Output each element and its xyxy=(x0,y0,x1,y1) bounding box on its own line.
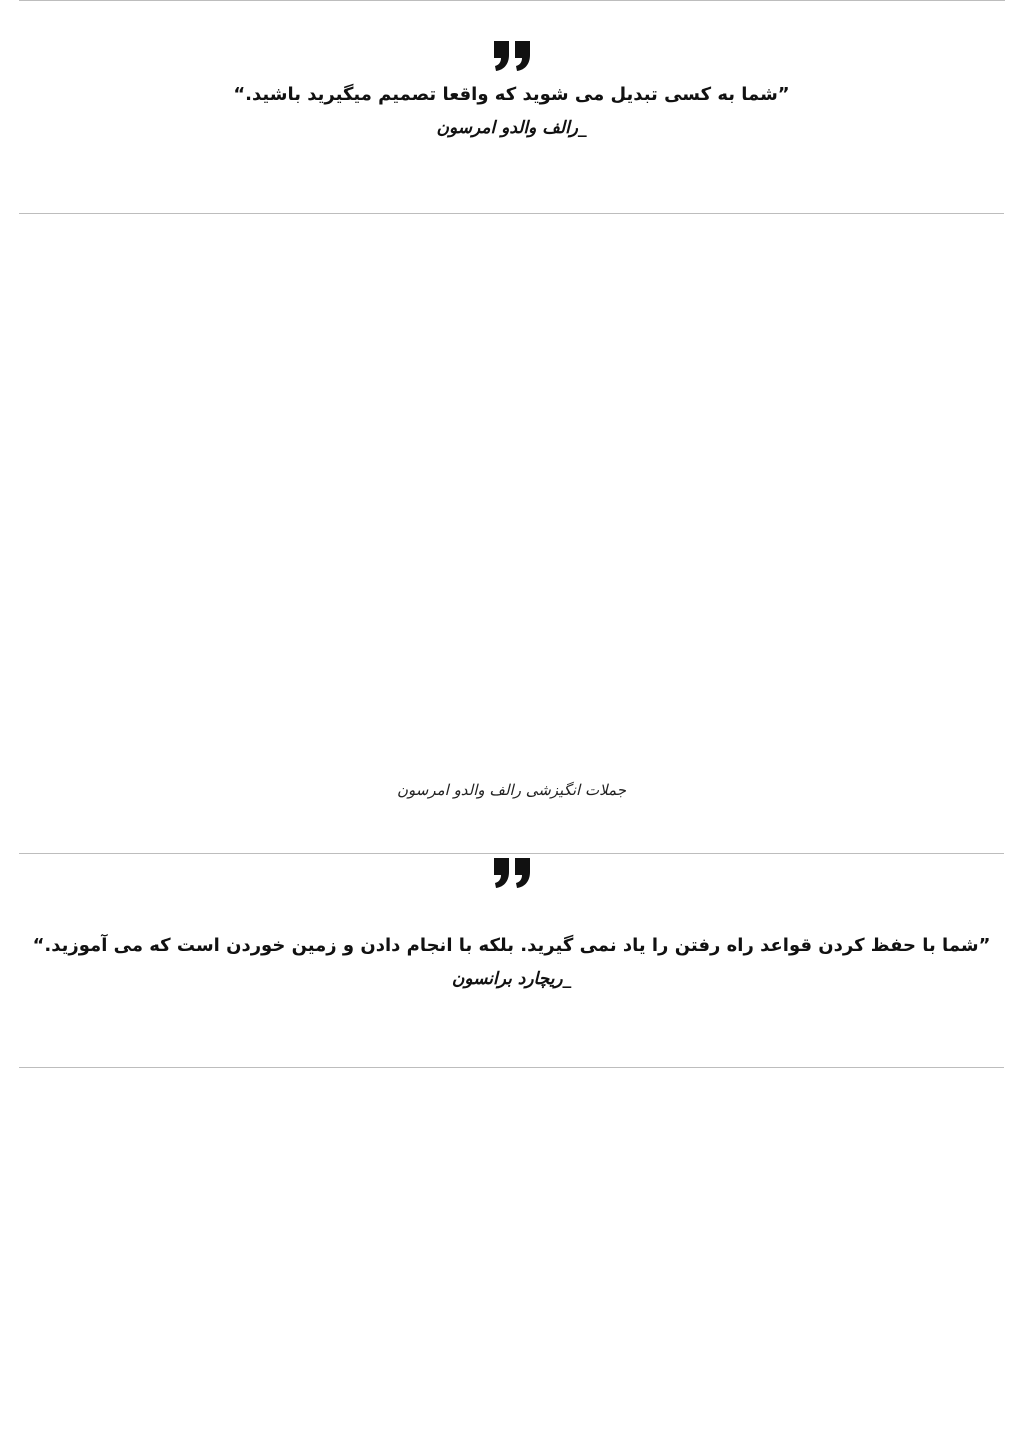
quote-text: ”شما به کسی تبدیل می شوید که واقعا تصمیم میگیرید باشید.“ xyxy=(233,84,790,105)
image-caption: جملات انگیزشی رالف والدو امرسون xyxy=(396,781,626,799)
quote-block-1 xyxy=(19,40,1004,140)
divider-top xyxy=(19,0,1005,1)
quote-text: ”شما با حفظ کردن قواعد راه رفتن را یاد نمی گیرید. بلکه با انجام دادن و زمین خوردن است که می آموزید.“ xyxy=(32,935,991,956)
quote-author: _رالف والدو امرسون xyxy=(436,118,587,138)
quote-block-2 xyxy=(19,857,1004,991)
quote-close-icon xyxy=(493,40,531,72)
divider xyxy=(19,1067,1004,1068)
divider xyxy=(19,853,1004,854)
quote-author: _ریچارد برانسون xyxy=(451,969,572,989)
divider xyxy=(19,213,1004,214)
quote-close-icon xyxy=(493,857,531,889)
